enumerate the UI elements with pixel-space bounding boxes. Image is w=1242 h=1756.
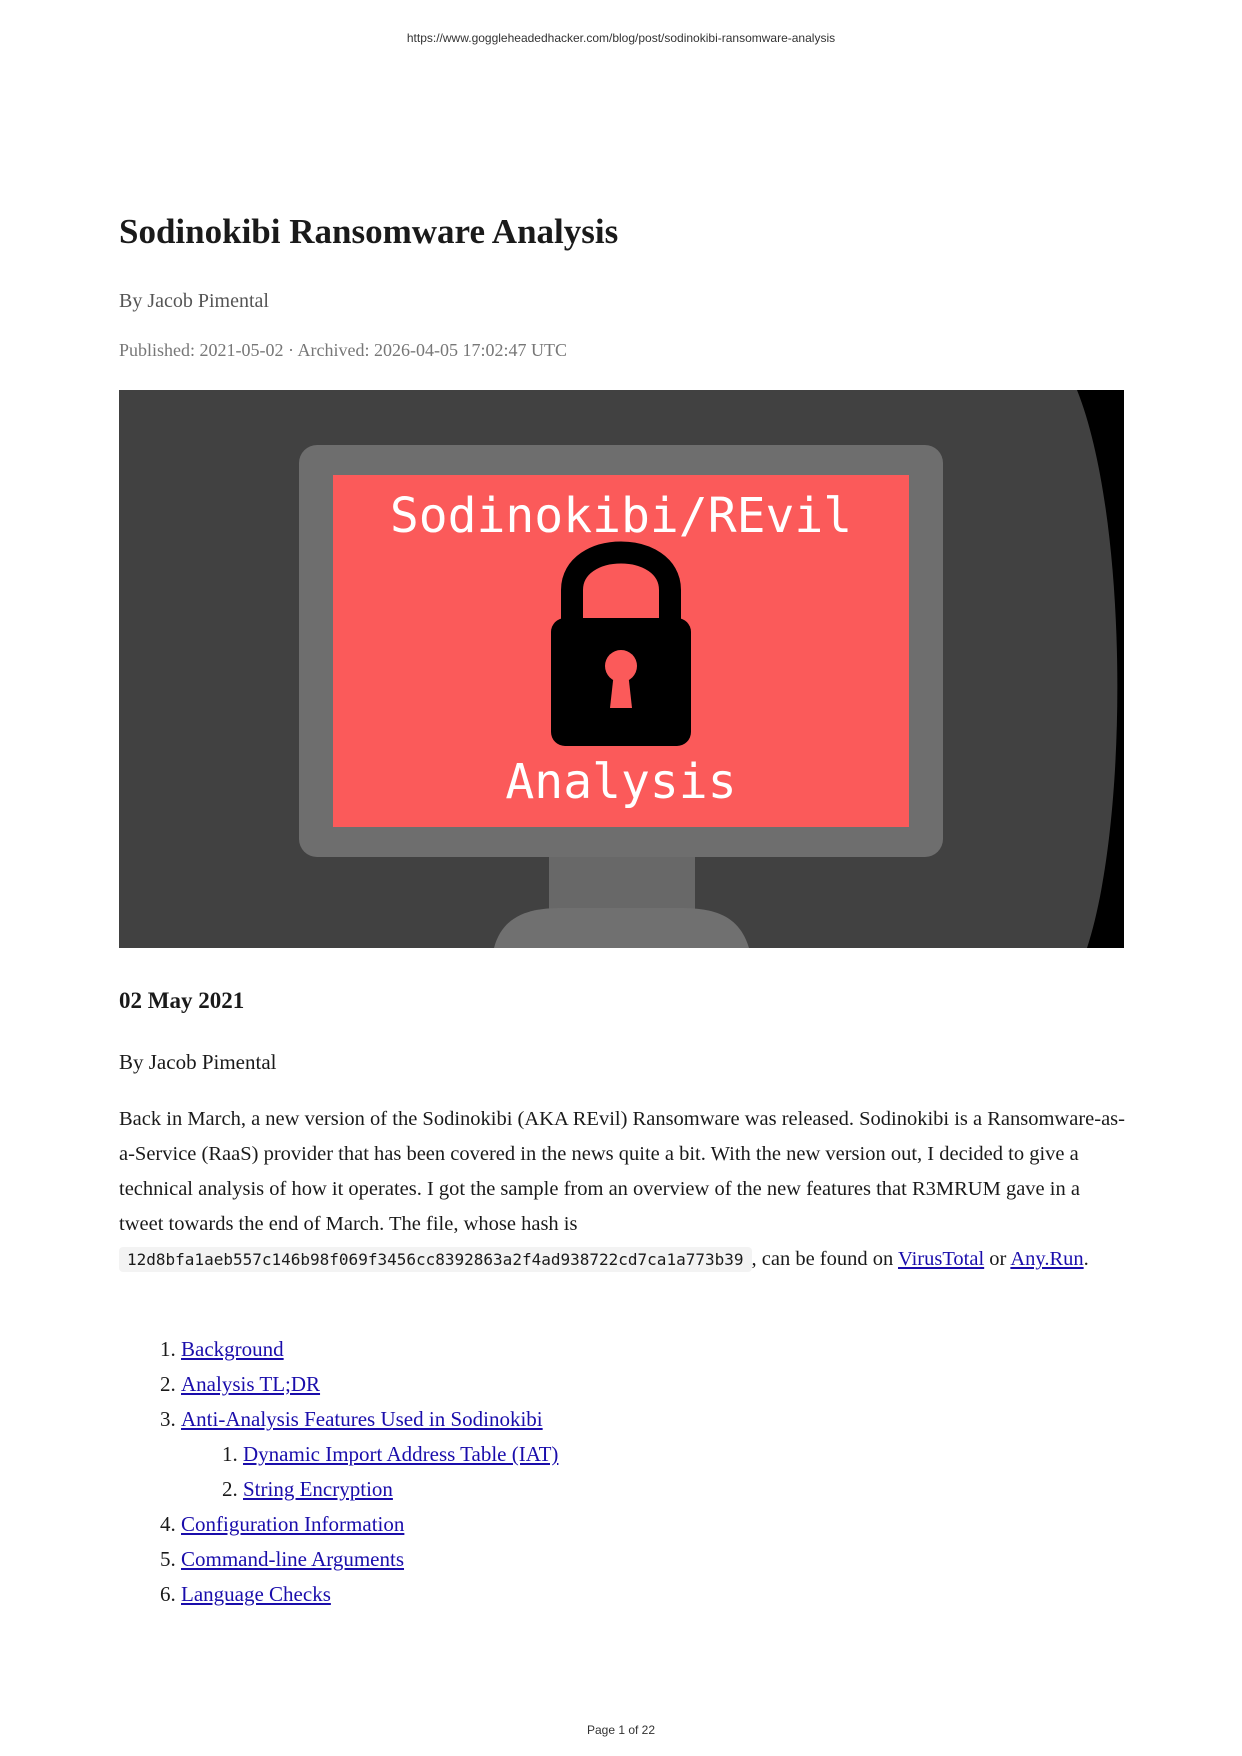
toc-item [181, 1402, 558, 1507]
toc-link-language-checks[interactable]: Language Checks [181, 1582, 331, 1606]
toc-item [181, 1577, 558, 1612]
hero-image [119, 390, 1124, 948]
toc-link-anti-analysis[interactable]: Anti-Analysis Features Used in Sodinokibi [181, 1407, 543, 1431]
toc-item [181, 1507, 558, 1542]
intro-text-2: , can be found on [751, 1248, 894, 1270]
toc-link-string-encryption[interactable]: String Encryption [243, 1477, 393, 1501]
hero-banner-text: Sodinokibi/REvil [389, 488, 853, 544]
toc-link-configuration[interactable]: Configuration Information [181, 1512, 405, 1536]
intro-text: Back in March, a new version of the Sodinokibi (AKA REvil) Ransomware was released. Sodinokibi is a Ransomware-as-a-Service (RaaS) provider that has been covered in the news quite a bit. With the new version out, I decided to give a technical analysis of how it operates. I got the sample from an overview of the new features that R3MRUM gave in a tweet towards the end of March. The file, whose hash is [119, 1108, 1125, 1235]
post-date-heading: 02 May 2021 [119, 988, 245, 1013]
toc-item [181, 1367, 558, 1402]
toc-subitem [243, 1472, 558, 1507]
anyrun-link[interactable]: Any.Run [1010, 1248, 1084, 1270]
toc-subitem [243, 1437, 558, 1472]
file-hash: 12d8bfa1aeb557c146b98f069f3456cc8392863a2f4ad938722cd7ca1a773b39 [119, 1247, 752, 1272]
hero-banner-subtext: Analysis [505, 754, 737, 810]
article-byline: By Jacob Pimental [119, 290, 269, 312]
toc-link-analysis-tldr[interactable]: Analysis TL;DR [181, 1372, 321, 1396]
page-url-header: https://www.goggleheadedhacker.com/blog/post/sodinokibi-ransomware-analysis [406, 31, 836, 45]
post-author: By Jacob Pimental [119, 1050, 277, 1074]
publish-metadata: Published: 2021-05-02 · Archived: 2026-04-05 17:02:47 UTC [119, 340, 567, 360]
toc-link-command-line[interactable]: Command-line Arguments [181, 1547, 405, 1571]
table-of-contents [119, 1332, 558, 1612]
toc-link-dynamic-iat[interactable]: Dynamic Import Address Table (IAT) [243, 1442, 559, 1466]
intro-text-3: or [989, 1248, 1007, 1270]
toc-sublist [181, 1437, 558, 1507]
toc-link-background[interactable]: Background [181, 1337, 284, 1361]
intro-paragraph [119, 1102, 1129, 1277]
toc-item [181, 1542, 558, 1577]
toc-item [181, 1332, 558, 1367]
article-title: Sodinokibi Ransomware Analysis [119, 212, 619, 251]
intro-text-4: . [1083, 1248, 1089, 1270]
page-footer: Page 1 of 22 [586, 1723, 656, 1737]
virustotal-link[interactable]: VirusTotal [898, 1248, 985, 1270]
